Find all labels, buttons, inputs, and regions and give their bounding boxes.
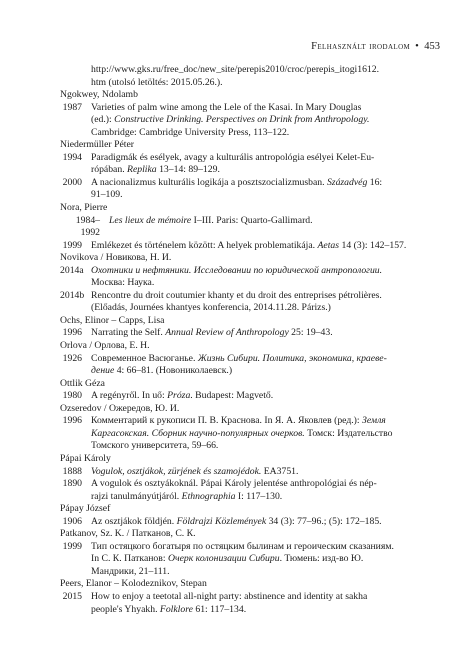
entry-line: [91, 566, 415, 579]
bib-entry: [60, 390, 415, 403]
continued-line: http://www.gks.ru/free_doc/new_site/perepis2010/croc/perepis_itogi1612.: [91, 64, 380, 75]
entry-year: 1987: [62, 101, 82, 113]
entry-year: 1996: [62, 415, 82, 427]
bib-entry: [60, 102, 415, 140]
entry-line: [91, 177, 415, 190]
author-heading: Niedermüller Péter: [60, 139, 134, 151]
entry-year: 1888: [62, 465, 82, 477]
entry-text: [91, 390, 415, 403]
header-bullet: •: [415, 41, 420, 52]
bib-entry: [60, 415, 415, 453]
bib-entry: [60, 290, 415, 315]
author-heading: Ozseredov / Ожередов, Ю. И.: [60, 402, 180, 414]
entry-year: 1999: [62, 540, 82, 552]
entry-line: [91, 541, 415, 554]
entry-line: [109, 215, 415, 228]
entry-year: 1906: [62, 515, 82, 527]
bib-entry: [60, 265, 415, 290]
text-segment: 34 (3): 77–96.; (5): 172–185.: [266, 515, 382, 527]
header-title: Felhasznált irodalom: [311, 41, 411, 52]
text-segment: Тип остяцкого богатыря по остяцким былинам и героическим сказаниям.: [91, 540, 394, 552]
author-heading: Nora, Pierre: [60, 202, 108, 214]
text-segment: A nacionalizmus kulturális logikája a posztszocializmusban.: [91, 176, 327, 188]
entry-line: [91, 353, 415, 366]
entry-line: [91, 604, 415, 617]
text-segment: . Тюмень: изд-во Ю.: [279, 553, 364, 565]
entry-text: [109, 215, 415, 240]
text-segment: Комментарий к рукописи П. В. Краснова. In Я. А. Яковлев (ред.):: [91, 415, 363, 427]
italic-title: дение: [91, 365, 115, 377]
text-segment: 4: 66–81. (Новониколаевск.): [114, 365, 233, 377]
page-number: 453: [424, 41, 440, 52]
author-heading: Ngokwey, Ndolamb: [60, 89, 138, 101]
entry-line: [91, 277, 415, 290]
text-segment: I: 117–130.: [235, 490, 283, 502]
text-segment: How to enjoy a teetotal all-night party: abstinence and identity at sakha: [91, 590, 368, 602]
entry-line: [91, 491, 415, 504]
entry-line: [91, 127, 415, 140]
italic-title: Vogulok, osztjákok, zürjének és szamojédok.: [91, 465, 262, 477]
text-segment: 14 (3): 142–157.: [339, 239, 407, 251]
italic-title: Századvég: [326, 176, 368, 188]
author-heading: Patkanov, Sz. K. / Патканов, С. К.: [60, 528, 196, 540]
italic-title: Annual Review of Anthropology: [165, 327, 289, 339]
italic-title: Aetas: [317, 239, 340, 251]
entry-text: [91, 516, 415, 529]
text-segment: A regényről. In uő:: [91, 390, 168, 402]
entry-line: [91, 102, 415, 115]
text-segment: people's Yhyakh.: [91, 603, 160, 615]
entry-text: [91, 541, 415, 579]
text-segment: Az osztjákok földjén.: [91, 515, 177, 527]
text-segment: EA3751.: [261, 465, 299, 477]
entry-year: 2014a: [60, 264, 84, 276]
text-segment: rajzi tanulmányútjáról.: [91, 490, 182, 502]
running-header: [311, 41, 440, 52]
entry-line: [91, 240, 415, 253]
author-heading: Orlova / Орлова, Е. Н.: [60, 340, 150, 352]
bib-entry: [60, 516, 415, 529]
italic-title: Жизнь Сибири. Политика, экономика, краеве-: [197, 352, 387, 364]
bib-entry: [60, 591, 415, 616]
entry-text: [91, 327, 415, 340]
text-segment: Томск: Издательство: [304, 427, 393, 439]
text-segment: A vogulok és osztyákoknál. Pápai Károly jelentése anthropológiai és nép-: [91, 478, 377, 490]
text-segment: Мандрики, 21–111.: [91, 565, 170, 577]
entry-year: 2000: [62, 176, 82, 188]
author-heading: Ochs, Elinor – Capps, Lisa: [60, 314, 165, 326]
entry-line: [91, 290, 415, 303]
italic-title: Folklore: [159, 603, 193, 615]
entry-text: [91, 290, 415, 315]
text-segment: Современное Васюганье.: [91, 352, 198, 364]
bib-entry: [60, 466, 415, 479]
italic-title: Replika: [127, 164, 157, 176]
continued-line: htm (utolsó letöltés: 2015.05.26.).: [91, 76, 223, 88]
text-segment: . Budapest: Magvető.: [190, 390, 274, 402]
text-segment: 16:: [367, 176, 383, 188]
entry-line: [91, 152, 415, 165]
entry-text: [91, 177, 415, 202]
italic-title: Очерк колонизации Сибири: [167, 553, 280, 565]
bib-entry: [60, 327, 415, 340]
entry-year: 1980: [62, 390, 82, 402]
entry-year: 1984–1992: [75, 214, 100, 239]
entry-line: [91, 302, 415, 315]
entry-text: [91, 478, 415, 503]
entry-line: [91, 164, 415, 177]
text-segment: 13–14: 89–129.: [156, 164, 220, 176]
text-segment: Paradigmák és esélyek, avagy a kulturális antropológia esélyei Kelet-Eu-: [91, 151, 375, 163]
entry-text: [91, 265, 415, 290]
text-segment: Томского университета, 59–66.: [91, 440, 219, 452]
entry-year: 2014b: [60, 289, 85, 301]
entry-year: 1999: [62, 239, 82, 251]
text-segment: In С. К. Патканов:: [91, 553, 168, 565]
text-segment: 91–109.: [91, 189, 123, 201]
entry-year: 1926: [62, 352, 82, 364]
entry-text: [91, 152, 415, 177]
entry-line: [91, 327, 415, 340]
text-segment: Varieties of palm wine among the Lele of the Kasai. In Mary Douglas: [91, 101, 362, 113]
entry-text: [91, 415, 415, 453]
author-heading: Pápai Károly: [60, 452, 111, 464]
author-heading: Novikova / Новикова, Н. И.: [60, 252, 172, 264]
text-segment: Narrating the Self.: [91, 327, 166, 339]
text-segment: 61: 117–134.: [192, 603, 247, 615]
bib-entry: [60, 541, 415, 579]
bib-entry: [60, 152, 415, 177]
author-heading: Pápay József: [60, 503, 111, 515]
author-heading: Peers, Elanor – Kolodeznikov, Stepan: [60, 578, 207, 590]
entry-line: [91, 428, 415, 441]
entry-year: 1994: [62, 151, 82, 163]
entry-line: [91, 114, 415, 127]
italic-title: Constructive Drinking. Perspectives on Drink from Anthropology.: [114, 114, 370, 126]
entry-line: [91, 466, 415, 479]
text-segment: (ed.):: [91, 114, 115, 126]
text-segment: I–III. Paris: Quarto-Gallimard.: [191, 214, 313, 226]
entry-year: 1890: [62, 478, 82, 490]
bibliography-list: [60, 64, 415, 616]
entry-year: 2015: [62, 590, 82, 602]
entry-line: [91, 478, 415, 491]
entry-line: [91, 553, 415, 566]
entry-line: [91, 415, 415, 428]
bib-entry: [60, 215, 415, 240]
entry-line: [91, 189, 415, 202]
entry-text: [91, 240, 415, 253]
entry-line: [91, 591, 415, 604]
entry-line: [91, 516, 415, 529]
entry-line: [91, 440, 415, 453]
entry-text: [91, 466, 415, 479]
entry-text: [91, 591, 415, 616]
text-segment: 25: 19–43.: [288, 327, 333, 339]
entry-line: [91, 390, 415, 403]
entry-text: [91, 102, 415, 140]
bib-entry: [60, 240, 415, 253]
bib-entry: [60, 478, 415, 503]
text-segment: Москва: Наука.: [91, 277, 155, 289]
italic-title: Каргасокская. Сборник научно-популярных очерков.: [91, 427, 305, 439]
italic-title: Земля: [362, 415, 386, 427]
text-segment: Rencontre du droit coutumier khanty et du droit des entreprises pétrolières.: [91, 289, 382, 301]
text-segment: Emlékezet és történelem között: A helyek problematikája.: [91, 239, 318, 251]
entry-line: [91, 265, 415, 278]
entry-line: [91, 365, 415, 378]
entry-text: [91, 353, 415, 378]
bib-entry: [60, 353, 415, 378]
text-segment: Cambridge: Cambridge University Press, 113–122.: [91, 126, 290, 138]
italic-title: Les lieux de mémoire: [109, 214, 192, 226]
text-segment: rópában.: [91, 164, 128, 176]
text-segment: (Előadás, Journées khantyes konferencia, 2014.11.28. Párizs.): [91, 302, 331, 314]
italic-title: Földrajzi Közlemények: [176, 515, 267, 527]
entry-year: 1996: [62, 327, 82, 339]
italic-title: Охотники и нефтяники. Исследовании по юридической антропологии.: [91, 264, 383, 276]
author-heading: Ottlik Géza: [60, 377, 105, 389]
bib-entry: [60, 177, 415, 202]
italic-title: Ethnographia: [181, 490, 236, 502]
italic-title: Próza: [167, 390, 191, 402]
continued-entry: [60, 64, 415, 89]
